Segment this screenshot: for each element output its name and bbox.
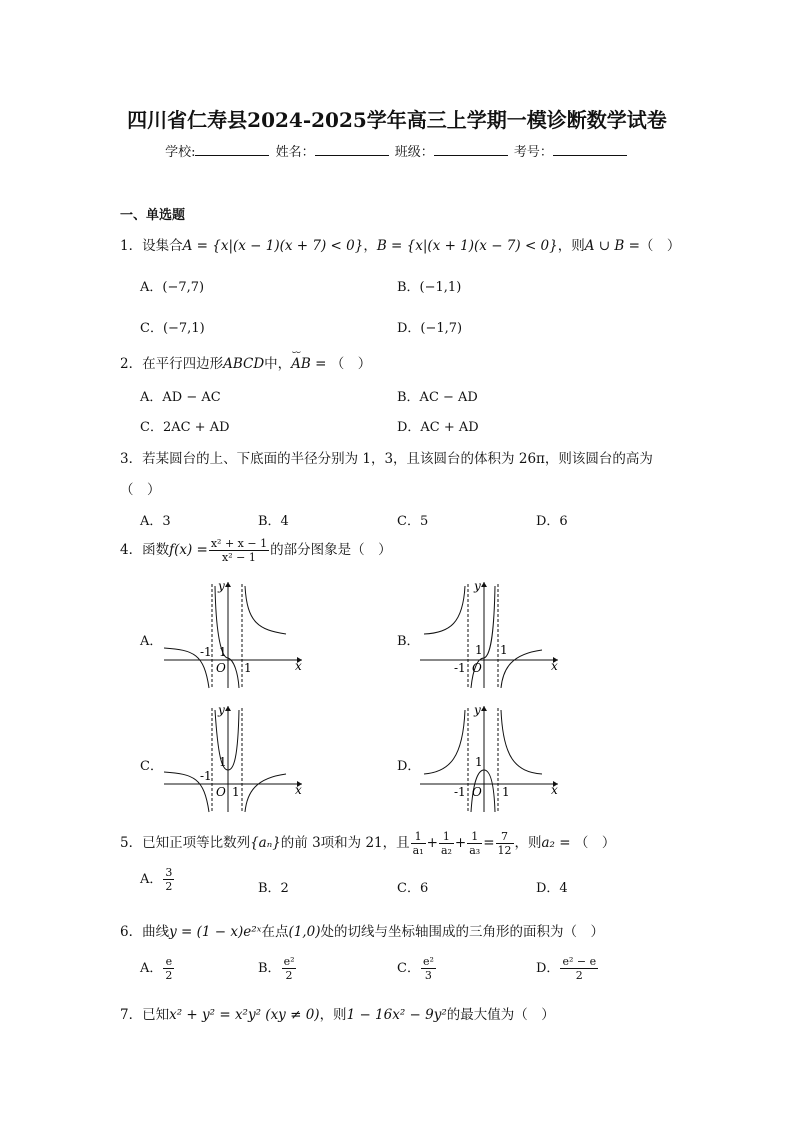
q6-option-b-label: B． [258,961,281,976]
q6-option-c-frac [421,955,436,982]
q5-option-a[interactable] [140,866,175,893]
q5-frac1-den: a₁ [412,844,424,857]
y-label: y [474,703,481,717]
q6-text-b: 在点 [261,924,289,940]
curve-left [424,586,465,634]
graph-a[interactable] [164,578,310,690]
q3-option-b[interactable]: B．4 [258,514,289,529]
q5-option-b[interactable]: B．2 [258,881,289,896]
tick-1: 1 [500,643,508,657]
curve-right [501,710,542,774]
tick-y1: 1 [219,645,227,659]
student-info [0,141,794,160]
y-arrow [481,582,487,587]
q6-option-d-num: e² − e [562,955,597,968]
q5-seq: {aₙ} [250,835,281,851]
q2-text2: 中， [264,356,292,372]
q6-point: (1,0) [288,924,321,940]
q1-union: A ∪ B = [584,238,640,254]
q2-option-b[interactable]: B．AC − AD [397,390,478,405]
q2-shape: ABCD [223,356,265,372]
q1-text: 设集合 [142,238,183,254]
q5-option-a-num: 3 [165,866,173,879]
q4-option-c[interactable]: C． [140,759,163,774]
q2-text: 在平行四边形 [142,356,224,372]
tick-neg1: -1 [200,769,212,783]
q1-set-a: A = {x|(x − 1)(x + 7) < 0} [182,238,364,254]
q4-option-b[interactable]: B． [397,634,420,649]
q5-frac3 [467,830,482,857]
q6-curve: y = (1 − x)e²ˣ [169,924,262,940]
tick-neg1: -1 [454,785,466,799]
q1-option-b[interactable]: B．(−1,1) [397,280,462,295]
q1-set-b: B = {x|(x + 1)(x − 7) < 0} [376,238,558,254]
q5-option-a-den: 2 [165,880,173,893]
q6-text: 曲线 [142,924,170,940]
q2-eq: = （ ） [310,356,372,372]
q1-sep: ， [363,238,377,254]
school-label: 学校: [165,145,196,160]
origin-label: O [216,661,226,675]
q6-text-c: 处的切线与坐标轴围成的三角形的面积为（ ） [320,924,604,940]
tick-neg1: -1 [454,661,466,675]
y-arrow [225,582,231,587]
q6-option-b-num: e² [283,955,295,968]
q4-denominator: x² − 1 [222,551,256,564]
origin-label: O [216,785,226,799]
q6-option-d-den: 2 [575,969,583,982]
page-title: 四川省仁寿县2024-2025学年高三上学期一模诊断数学试卷 [127,108,667,132]
q4-option-a[interactable]: A． [140,634,163,649]
y-arrow [225,706,231,711]
q5-frac2 [439,830,454,857]
q4-number: 4． [120,542,143,558]
q5-a2: a₂ [541,835,555,851]
q5-option-a-frac [163,866,174,893]
tick-1: 1 [232,785,240,799]
q5-result-den: 12 [497,844,512,857]
tick-1: 1 [244,661,252,675]
question-3-line1: 3．若某圆台的上、下底面的半径分别为 1，3，且该圆台的体积为 26π，则该圆台的高为 [120,451,653,467]
q6-option-c-den: 3 [424,969,432,982]
q7-text-b: ，则 [319,1007,347,1023]
q2-option-c[interactable]: C．2AC + AD [140,420,230,435]
q5-frac1 [411,830,426,857]
q5-frac-result [496,830,514,857]
question-7 [120,1003,555,1023]
tick-neg1: -1 [200,645,212,659]
q1-option-a[interactable]: A．(−7,7) [140,280,205,295]
q6-option-a-num: e [163,955,174,969]
q6-option-d[interactable] [536,955,599,982]
q5-option-d[interactable]: D．4 [536,881,568,896]
q4-option-d[interactable]: D． [397,759,421,774]
q5-result-num: 7 [496,830,514,844]
y-label: y [218,703,225,717]
q5-option-a-label: A． [140,872,163,887]
q6-option-a-den: 2 [165,969,173,982]
q2-option-d[interactable]: D．AC + AD [397,420,479,435]
q6-number: 6． [120,924,143,940]
q6-option-b-frac [282,955,297,982]
question-6 [120,920,604,940]
q7-text: 已知 [142,1007,170,1023]
q3-option-c[interactable]: C．5 [397,514,429,529]
x-label: x [295,783,302,797]
name-blank[interactable] [315,143,389,156]
q7-text-c: 的最大值为（ ） [446,1007,555,1023]
y-label: y [474,579,481,593]
question-5: 5．已知正项等比数列{aₙ}的前 3项和为 21，且 $\frac{1}{\text{a₁}}$ + $\frac{1}{\text{a₂}}$ + $\frac{1}{\text{a₃}}$ = $\frac{7}{12}$ ，则a₂ = （ ） [120,830,616,857]
question-4 [120,537,392,564]
q7-expression: 1 − 16x² − 9y² [346,1007,447,1023]
school-blank[interactable] [195,143,269,156]
q5-text-b: 的前 3项和为 21，且 [280,835,410,851]
question-3-line2: （ ） [120,482,161,498]
x-label: x [551,783,558,797]
question-1 [120,234,680,254]
graph-b[interactable] [420,578,566,690]
q3-option-d[interactable]: D．6 [536,514,568,529]
q3-option-a[interactable]: A．3 [140,514,171,529]
q4-numerator: x² + x − 1 [210,537,268,550]
origin-label: O [472,785,482,799]
y-label: y [218,579,225,593]
q1-number: 1． [120,238,143,254]
q1-option-d[interactable]: D．(−1,7) [397,321,463,336]
graph-c[interactable] [164,702,310,814]
q4-fraction [209,537,269,564]
y-arrow [481,706,487,711]
q6-option-c-num: e² [422,955,434,968]
section-heading: 一、单选题 [120,208,186,223]
q6-option-b-den: 2 [285,969,293,982]
q5-tail: = （ ） [554,835,616,851]
q6-option-a-frac [163,955,174,982]
q6-option-c[interactable] [397,955,437,982]
q4-text-b: 的部分图象是（ ） [270,542,392,558]
class-blank[interactable] [434,143,508,156]
curve-right [245,586,286,634]
q7-number: 7． [120,1007,143,1023]
tick-y1: 1 [219,755,227,769]
q6-option-a-label: A． [140,961,163,976]
q4-fx: f(x) = [169,542,208,558]
name-label: 姓名： [275,145,315,160]
q6-option-d-label: D． [536,961,560,976]
graph-d[interactable] [420,702,566,814]
x-label: x [551,659,558,673]
q5-number: 5． [120,835,143,851]
q1-option-c[interactable]: C．(−7,1) [140,321,205,336]
curve-right [245,774,286,812]
q6-option-d-frac [560,955,598,982]
q5-text-c: ，则 [514,835,542,851]
number-blank[interactable] [553,143,627,156]
tick-y1: 1 [475,643,483,657]
q5-frac3-den: a₃ [469,844,481,857]
q4-text: 函数 [142,542,170,558]
q6-option-c-label: C． [397,961,420,976]
q5-frac2-num: 1 [439,830,454,844]
question-2 [120,352,371,372]
q1-paren: （ ） [639,238,681,254]
q7-equation: x² + y² = x²y² (xy ≠ 0) [169,1007,320,1023]
q5-text: 已知正项等比数列 [142,835,251,851]
q5-frac2-den: a₂ [440,844,452,857]
x-label: x [295,659,302,673]
curve-left [424,710,465,774]
q6-option-b[interactable] [258,955,297,982]
tick-y1: 1 [475,755,483,769]
number-label: 考号： [513,145,553,160]
q2-number: 2． [120,356,143,372]
q2-vector: ⌣⌣ AB [291,356,311,372]
q2-option-a[interactable]: A．AD − AC [140,390,221,405]
tick-1: 1 [502,785,510,799]
origin-label: O [472,661,482,675]
q5-option-c[interactable]: C．6 [397,881,429,896]
class-label: 班级： [394,145,434,160]
q5-frac3-num: 1 [467,830,482,844]
q5-frac1-num: 1 [411,830,426,844]
q1-text-b: ，则 [557,238,585,254]
q6-option-a[interactable] [140,955,175,982]
